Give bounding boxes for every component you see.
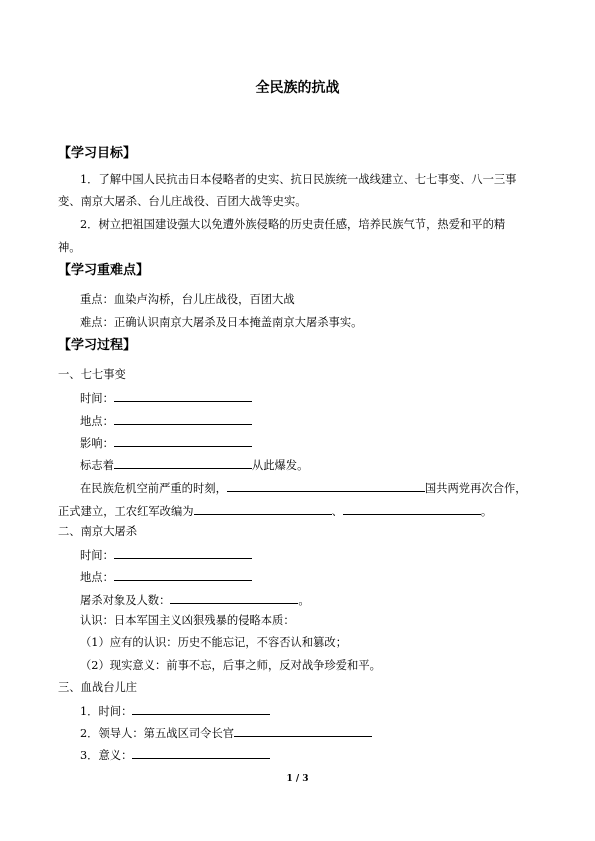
page-title: 全民族的抗战: [255, 80, 340, 96]
part2-victims-row: [80, 591, 310, 609]
part1-impact-blank[interactable]: [114, 434, 252, 447]
section-heading-process: 【学习过程】: [58, 338, 137, 353]
part1-place-blank[interactable]: [114, 412, 252, 425]
part2-heading: 二、南京大屠杀: [58, 525, 138, 538]
part1-impact-row: [80, 434, 252, 452]
part3-heading: 三、血战台儿庄: [58, 681, 138, 694]
part2-time-blank[interactable]: [114, 546, 252, 559]
part3-meaning-row: [80, 746, 270, 764]
part3-meaning-blank[interactable]: [132, 746, 270, 759]
part1-mark-row: [80, 456, 308, 474]
part2-victims-end: 。: [298, 594, 310, 607]
part2-victims-label: 屠杀对象及人数：: [80, 594, 171, 607]
section-heading-key-points: 【学习重难点】: [58, 263, 150, 278]
part3-time-label: 1．时间：: [80, 705, 133, 718]
part3-leader-label: 2．领导人：第五战区司令长官: [80, 727, 235, 740]
part3-time-blank[interactable]: [132, 702, 270, 715]
part1-formal-prefix: 正式建立，工农红军改编为: [58, 505, 194, 518]
goal-2-line-2: 神。: [58, 241, 81, 254]
part1-crisis-prefix: 在民族危机空前严重的时刻，: [80, 482, 227, 495]
part1-place-label: 地点：: [80, 415, 114, 428]
part1-time-blank[interactable]: [114, 389, 252, 402]
part1-impact-label: 影响：: [80, 437, 114, 450]
part1-time-row: [80, 389, 252, 407]
part1-mark-suffix: 从此爆发。: [251, 459, 309, 472]
part2-place-blank[interactable]: [114, 568, 252, 581]
part1-formal-row: [58, 502, 492, 520]
section-heading-goals: 【学习目标】: [58, 146, 137, 161]
part2-place-row: [80, 568, 252, 586]
part2-point-2: （2）现实意义：前事不忘，后事之师，反对战争珍爱和平。: [80, 659, 381, 672]
part1-crisis-suffix: 国共两党再次合作，: [424, 482, 527, 495]
part1-time-label: 时间：: [80, 392, 114, 405]
part1-heading: 一、七七事变: [58, 368, 126, 381]
part2-time-row: [80, 546, 252, 564]
part2-understanding: 认识：日本军国主义凶狠残暴的侵略本质：: [80, 614, 295, 627]
part2-victims-blank[interactable]: [170, 591, 298, 604]
part3-meaning-label: 3．意义：: [80, 749, 133, 762]
part1-formal-sep: 、: [331, 505, 343, 518]
goal-2-line-1: 2．树立把祖国建设强大以免遭外族侵略的历史责任感，培养民族气节，热爱和平的精: [80, 218, 506, 231]
goal-1-line-1: 1．了解中国人民抗击日本侵略者的史实、抗日民族统一战线建立、七七事变、八一三事: [80, 173, 517, 186]
part1-place-row: [80, 412, 252, 430]
part1-crisis-row: [80, 479, 527, 497]
part1-mark-blank[interactable]: [114, 456, 252, 469]
key-point-focus: 重点：血染卢沟桥，台儿庄战役，百团大战: [80, 293, 295, 306]
part2-point-1: （1）应有的认识：历史不能忘记，不容否认和篡改；: [80, 636, 348, 649]
part1-crisis-blank[interactable]: [227, 479, 425, 492]
part1-army-blank-2[interactable]: [343, 502, 481, 515]
part3-leader-blank[interactable]: [234, 724, 372, 737]
part2-place-label: 地点：: [80, 571, 114, 584]
part3-time-row: [80, 702, 270, 720]
part1-army-blank-1[interactable]: [194, 502, 332, 515]
page-number: 1 / 3: [286, 774, 309, 784]
part1-mark-prefix: 标志着: [80, 459, 114, 472]
goal-1-line-2: 变、南京大屠杀、台儿庄战役、百团大战等史实。: [58, 195, 307, 208]
part1-formal-end: 。: [480, 505, 493, 518]
part3-leader-row: [80, 724, 372, 742]
part2-time-label: 时间：: [80, 549, 114, 562]
key-point-difficulty: 难点：正确认识南京大屠杀及日本掩盖南京大屠杀事实。: [80, 316, 363, 329]
